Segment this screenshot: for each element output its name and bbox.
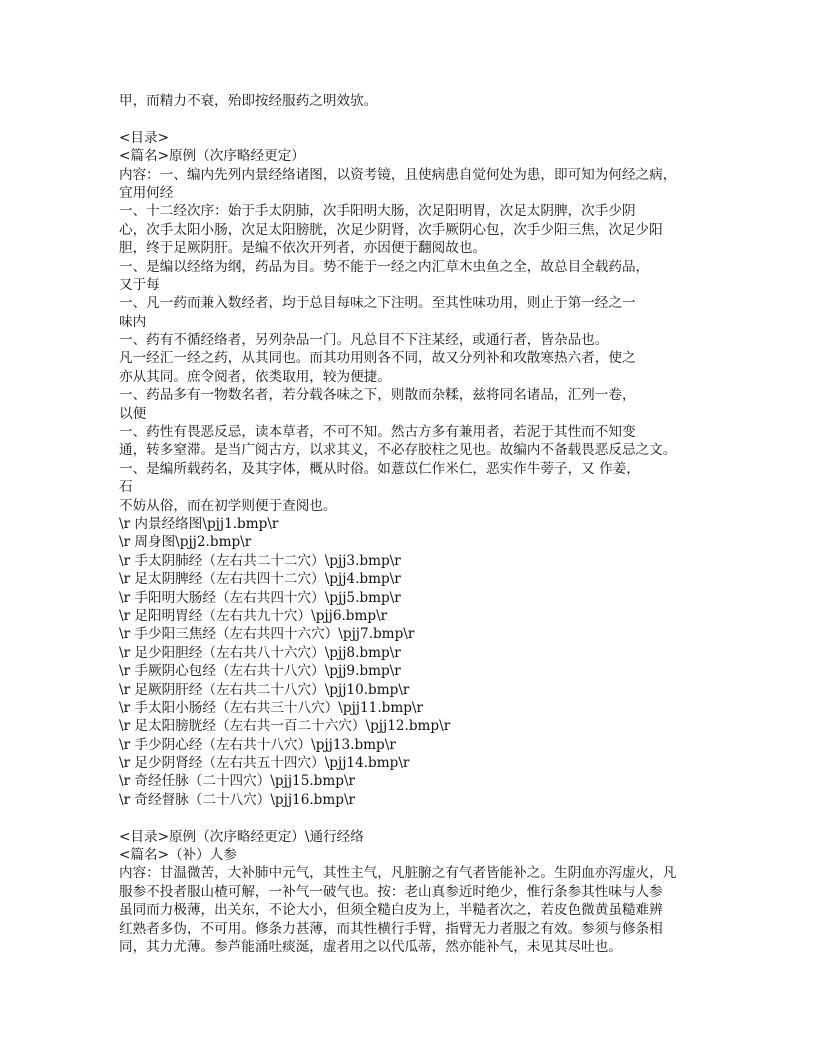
text-line: 味内 [119, 313, 147, 330]
text-line: <篇名>（补）人参 [119, 847, 237, 864]
paragraph-spacer [119, 809, 699, 827]
paragraph-spacer [119, 110, 699, 128]
text-line: 心，次手太阳小肠，次足太阳膀胱，次足少阴肾，次手厥阴心包，次手少阳三焦，次足少阳 [119, 221, 663, 238]
document-body [119, 92, 699, 956]
text-line: 红熟者多伪，不可用。修条力甚薄，而其性横行手臂，指臂无力者服之有效。参须与修条相 [119, 920, 663, 937]
text-line: \r 内景经络图\pjj1.bmp\r [119, 515, 279, 532]
paragraph-closing [119, 92, 699, 110]
text-line: 不妨从俗，而在初学则便于查阅也。 [119, 497, 337, 514]
text-line: <目录>原例（次序略经更定）\通行经络 [119, 828, 364, 845]
text-line: 一、药性有畏恶反忌，读本草者，不可不知。然古方多有兼用者，若泥于其性而不知变 [119, 424, 636, 441]
text-line: 一、药品多有一物数名者，若分载各味之下，则散而杂糅，兹将同名诸品，汇列一卷， [119, 387, 636, 404]
text-line: 虽同而力极薄，出关东，不论大小，但须全糙白皮为上，半糙者次之，若皮色微黄虽糙难辨 [119, 902, 663, 919]
text-line: 一、十二经次序：始于手太阴肺，次手阳明大肠，次足阳明胃，次足太阴脾，次手少阴 [119, 203, 636, 220]
text-line: 一、凡一药而兼入数经者，均于总目每味之下注明。至其性味功用，则止于第一经之一 [119, 295, 636, 312]
text-line: 服参不投者服山楂可解，一补气一破气也。按：老山真参近时绝少，惟行条参其性味与人参 [119, 883, 663, 900]
text-line: 胆，终于足厥阴肝。是编不依次开列者，亦因便于翻阅故也。 [119, 240, 487, 257]
text-line: \r 足厥阴肝经（左右共二十八穴）\pjj10.bmp\r [119, 681, 410, 698]
text-line: \r 手少阴心经（左右共十八穴）\pjj13.bmp\r [119, 736, 396, 753]
text-line: \r 足太阳膀胱经（左右共一百二十六穴）\pjj12.bmp\r [119, 718, 451, 735]
text-line: 同，其力尤薄。参芦能涌吐痰涎，虚者用之以代瓜蒂，然亦能补气，未见其尽吐也。 [119, 938, 622, 955]
text-line: \r 周身图\pjj2.bmp\r [119, 534, 252, 551]
text-line: 内容：一、编内先列内景经络诸图，以资考镜，且使病患自觉何处为患，即可知为何经之病， [119, 166, 677, 183]
text-line: 甲，而精力不衰，殆即按经服药之明效欤。 [119, 93, 378, 109]
text-line: <篇名>原例（次序略经更定） [119, 148, 305, 165]
text-line: \r 足少阳胆经（左右共八十六穴）\pjj8.bmp\r [119, 644, 401, 661]
text-line: 以便 [119, 405, 147, 422]
text-line: \r 足太阴脾经（左右共四十二穴）\pjj4.bmp\r [119, 571, 401, 588]
text-line: 石 [119, 479, 133, 496]
text-line: 一、是编以经络为纲，药品为目。势不能于一经之内汇草木虫鱼之全，故总目全载药品， [119, 258, 650, 275]
text-line: <目录> [119, 129, 169, 146]
text-line: \r 足少阴肾经（左右共五十四穴）\pjj14.bmp\r [119, 755, 410, 772]
text-line: 一、药有不循经络者，另列杂品一门。凡总目不下注某经，或通行者，皆杂品也。 [119, 332, 609, 349]
text-line: 内容：甘温微苦，大补肺中元气，其性主气，凡脏腑之有气者皆能补之。生阴血亦泻虚火，凡 [119, 865, 677, 882]
text-line: \r 手太阴肺经（左右共二十二穴）\pjj3.bmp\r [119, 552, 401, 569]
text-line: 一、是编所载药名，及其字体，概从时俗。如薏苡仁作米仁，恶实作牛蒡子，又 作姜， [119, 460, 640, 477]
text-line: \r 手太阳小肠经（左右共三十八穴）\pjj11.bmp\r [119, 699, 424, 716]
text-line: 亦从其同。庶令阅者，依类取用，较为便捷。 [119, 368, 391, 385]
text-line: 宜用何经 [119, 184, 174, 201]
text-line: 又于每 [119, 276, 160, 293]
text-line: 凡一经汇一经之药，从其同也。而其功用则各不同，故又分列补和攻散寒热六者，使之 [119, 350, 636, 367]
text-line: \r 手阳明大肠经（左右共四十穴）\pjj5.bmp\r [119, 589, 401, 606]
text-line: \r 手少阳三焦经（左右共四十六穴）\pjj7.bmp\r [119, 626, 415, 643]
text-line: 通，转多窒滞。是当广阅古方，以求其义，不必存胶柱之见也。故编内不备载畏恶反忌之文。 [119, 442, 677, 459]
text-line: \r 足阳明胃经（左右共九十穴）\pjj6.bmp\r [119, 607, 388, 624]
text-line: \r 手厥阴心包经（左右共十八穴）\pjj9.bmp\r [119, 663, 401, 680]
paragraph-preface-and-figure-list [119, 129, 699, 809]
text-line: \r 奇经任脉（二十四穴）\pjj15.bmp\r [119, 773, 356, 790]
text-line: \r 奇经督脉（二十八穴）\pjj16.bmp\r [119, 791, 356, 808]
paragraph-entry-ginseng [119, 828, 699, 957]
